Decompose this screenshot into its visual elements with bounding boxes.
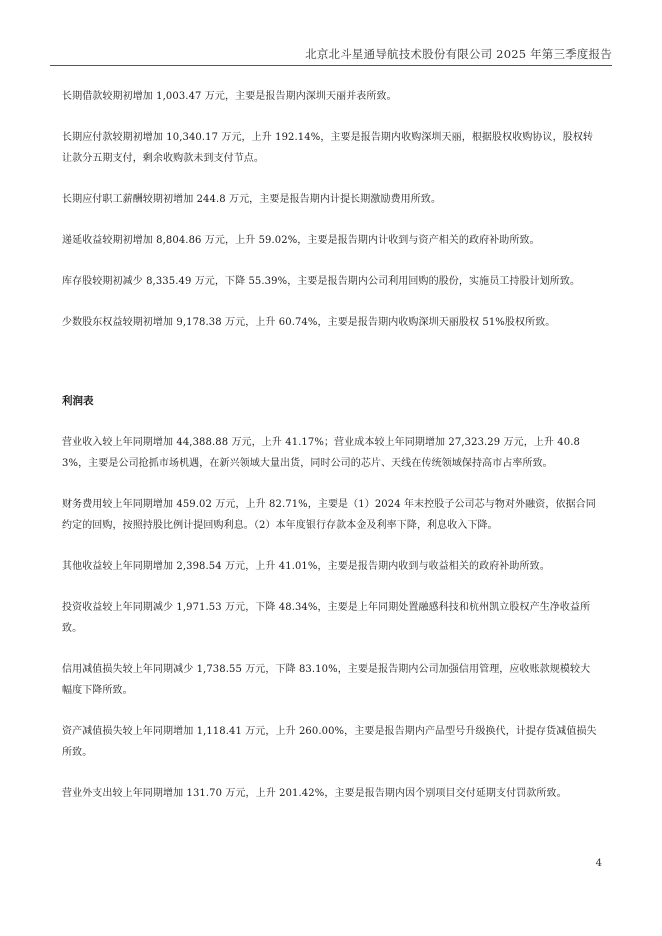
page-number: 4 <box>595 858 602 869</box>
paragraph-long-term-employee-payables: 长期应付职工薪酬较期初增加 244.8 万元，主要是报告期内计提长期激励费用所致。 <box>62 194 442 205</box>
paragraph-other-income: 其他收益较上年同期增加 2,398.54 万元，上升 41.01%，主要是报告期内收到与收益相关的政府补助所致。 <box>62 561 550 572</box>
paragraph-long-term-loans: 长期借款较期初增加 1,003.47 万元，主要是报告期内深圳天丽并表所致。 <box>62 91 397 102</box>
paragraph-revenue: 营业收入较上年同期增加 44,388.88 万元，上升 41.17%；营业成本较上年同期增加 27,323.29 万元，上升 40.83%，主要是公司抢抓市场机遇，在新兴领域大量出货，同时公司的芯片、天线在传统领域保持高市占率所致。 <box>62 437 580 469</box>
paragraph-asset-impairment: 资产减值损失较上年同期增加 1,118.41 万元，上升 260.00%，主要是报告期内产品型号升级换代，计提存货减值损失所致。 <box>62 726 597 758</box>
paragraph-long-term-payables: 长期应付款较期初增加 10,340.17 万元，上升 192.14%，主要是报告期内收购深圳天丽，根据股权收购协议，股权转让款分五期支付，剩余收购款未到支付节点。 <box>62 132 594 164</box>
paragraph-investment-income: 投资收益较上年同期减少 1,971.53 万元，下降 48.34%，主要是上年同期处置融感科技和杭州凯立股权产生净收益所致。 <box>62 602 591 634</box>
paragraph-treasury-stock: 库存股较期初减少 8,335.49 万元，下降 55.39%，主要是报告期内公司利用回购的股份，实施员工持股计划所致。 <box>62 276 581 287</box>
page-header: 北京北斗星通导航技术股份有限公司 2025 年第三季度报告 <box>305 47 612 61</box>
document-body <box>62 86 600 824</box>
paragraph-minority-interest: 少数股东权益较期初增加 9,178.38 万元，上升 60.74%，主要是报告期内收购深圳天丽股权 51%股权所致。 <box>62 317 556 328</box>
paragraph-financial-expenses: 财务费用较上年同期增加 459.02 万元，上升 82.71%，主要是（1）2024 年末控股子公司芯与物对外融资，依据合同约定的回购，按照持股比例计提回购利息。（2）本年度银行存款本金及利率下降，利息收入下降。 <box>62 499 596 531</box>
header-divider <box>50 65 612 66</box>
paragraph-deferred-income: 递延收益较期初增加 8,804.86 万元，上升 59.02%，主要是报告期内计收到与资产相关的政府补助所致。 <box>62 235 540 246</box>
paragraph-credit-impairment: 信用减值损失较上年同期减少 1,738.55 万元，下降 83.10%，主要是报告期内公司加强信用管理，应收账款规模较大幅度下降所致。 <box>62 664 591 696</box>
paragraph-non-operating-expenses: 营业外支出较上年同期增加 131.70 万元，上升 201.42%，主要是报告期内因个别项目交付延期支付罚款所致。 <box>62 788 567 799</box>
section-title-income-statement: 利润表 <box>62 395 94 407</box>
